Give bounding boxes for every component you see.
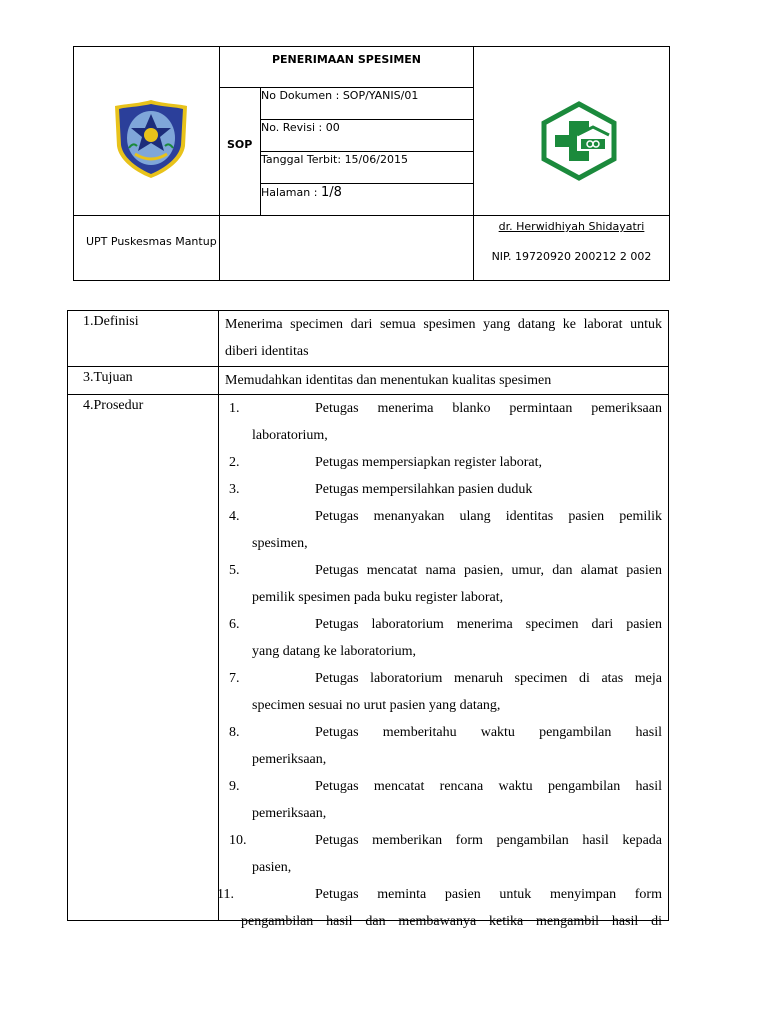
step-number: 2. [229,455,240,470]
step-text-continued: pasien, [252,860,292,875]
step-text-continued: laboratorium, [252,428,328,443]
step-number: 10. [229,833,247,848]
signatory-name: dr. Herwidhiyah Shidayatri [498,220,645,233]
puskesmas-logo [539,101,619,181]
prosedur-step [225,503,662,557]
step-number: 1. [229,401,240,416]
header-rule-1 [260,119,473,120]
prosedur-step-list [217,395,662,929]
institution-name: UPT Puskesmas Mantup [86,235,217,248]
step-number: 8. [229,725,240,740]
step-text: Petugas mencatat nama pasien, umur, dan alamat pasien [315,563,662,578]
regional-emblem-logo [113,98,189,180]
header-border-top [73,46,670,47]
row-definisi [68,311,669,367]
halaman-label: Halaman : [261,186,321,199]
step-number: 6. [229,617,240,632]
definisi-line-1: Menerima specimen dari semua spesimen yang datang ke laborat untuk [225,317,662,332]
label-definisi: 1.Definisi [68,311,219,367]
halaman-value: 1/8 [320,185,342,200]
row-prosedur [68,395,669,921]
signatory-nip: NIP. 19720920 200212 2 002 [491,250,652,263]
step-number: 9. [229,779,240,794]
step-text: Petugas menanyakan ulang identitas pasien pemilik [315,509,662,524]
prosedur-step [225,827,662,881]
step-text-continued: pengambilan hasil dan membawanya ketika mengambil hasil di [241,914,662,929]
step-text-continued: pemeriksaan, [252,806,327,821]
step-number: 11. [217,887,234,902]
prosedur-step [225,773,662,827]
prosedur-step [225,449,662,476]
prosedur-steps [217,395,669,929]
step-text-continued: pemilik spesimen pada buku register laborat, [252,590,504,605]
header-rule-title [219,87,473,88]
step-text-continued: specimen sesuai no urut pasien yang datang, [252,698,501,713]
definisi-text [219,311,669,367]
step-text: Petugas laboratorium menaruh specimen di atas meja [315,671,662,686]
prosedur-step [225,665,662,719]
step-text-continued: spesimen, [252,536,308,551]
prosedur-step [225,611,662,665]
header-rule-3 [260,183,473,184]
step-number: 4. [229,509,240,524]
header-rule-bottom [73,215,670,216]
label-prosedur: 4.Prosedur [68,395,219,921]
header-divider-right [473,46,474,281]
header-border-right [669,46,670,281]
header-rule-2 [260,151,473,152]
sop-content-table [67,310,669,929]
no-dokumen: No Dokumen : SOP/YANIS/01 [261,89,419,102]
prosedur-step [225,557,662,611]
step-text: Petugas memberikan form pengambilan hasil kepada [315,833,662,848]
prosedur-step [217,881,662,935]
step-text-continued: pemeriksaan, [252,752,327,767]
step-text: Petugas mempersilahkan pasien duduk [315,482,533,497]
step-text: Petugas meminta pasien untuk menyimpan form [315,887,662,902]
document-title: PENERIMAAN SPESIMEN [271,53,422,66]
step-text-continued: yang datang ke laboratorium, [252,644,417,659]
step-number: 3. [229,482,240,497]
tujuan-text: Memudahkan identitas dan menentukan kualitas spesimen [219,367,669,395]
step-text: Petugas mempersiapkan register laborat, [315,455,543,470]
tanggal-terbit: Tanggal Terbit: 15/06/2015 [261,153,408,166]
prosedur-step [225,395,662,449]
step-number: 7. [229,671,240,686]
step-text: Petugas menerima blanko permintaan pemeriksaan [315,401,662,416]
header-border-bottom [73,280,670,281]
step-text: Petugas mencatat rencana waktu pengambilan hasil [315,779,662,794]
sop-label: SOP [227,138,253,151]
no-revisi: No. Revisi : 00 [261,121,340,134]
prosedur-step [225,719,662,773]
prosedur-step [225,476,662,503]
label-tujuan: 3.Tujuan [68,367,219,395]
definisi-line-2: diberi identitas [225,344,309,359]
halaman [261,185,342,200]
step-number: 5. [229,563,240,578]
step-text: Petugas memberitahu waktu pengambilan hasil [315,725,662,740]
header-divider-left [219,46,220,281]
header-border-left [73,46,74,281]
step-text: Petugas laboratorium menerima specimen dari pasien [315,617,662,632]
row-tujuan [68,367,669,395]
